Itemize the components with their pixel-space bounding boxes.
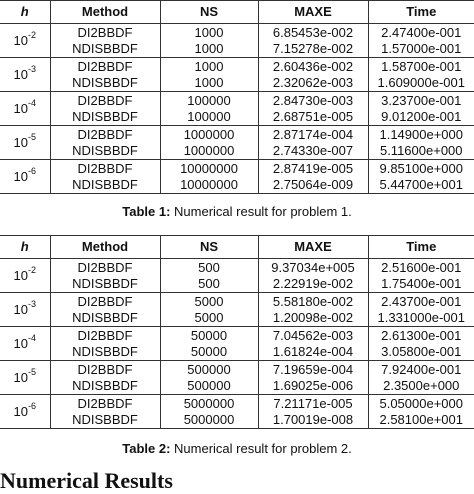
step-size-cell	[0, 327, 50, 361]
ns-value: 100000	[161, 109, 258, 124]
column-header-h: h	[0, 1, 50, 24]
step-size-cell	[0, 293, 50, 327]
ns-value: 500000	[161, 362, 258, 377]
method-cell	[50, 259, 160, 293]
caption-text: Numerical result for problem 1.	[170, 204, 351, 219]
ns-value: 1000000	[161, 127, 258, 142]
ns-cell	[160, 361, 258, 395]
table-row	[0, 293, 474, 327]
maxe-cell	[258, 126, 368, 160]
time-cell	[368, 126, 474, 160]
method-name: NDISBBDF	[51, 276, 160, 291]
maxe-value: 1.69025e-006	[259, 378, 368, 393]
method-cell	[50, 24, 160, 58]
ns-value: 50000	[161, 328, 258, 343]
time-value: 2.51600e-001	[369, 260, 474, 275]
ns-cell	[160, 126, 258, 160]
method-name: DI2BBDF	[51, 127, 160, 142]
method-cell	[50, 160, 160, 194]
maxe-value: 7.04562e-003	[259, 328, 368, 343]
maxe-value: 1.20098e-002	[259, 310, 368, 325]
time-cell	[368, 160, 474, 194]
time-cell	[368, 361, 474, 395]
maxe-value: 2.32062e-003	[259, 75, 368, 90]
column-header-maxe: MAXE	[258, 236, 368, 259]
ns-value: 500	[161, 276, 258, 291]
table-row	[0, 361, 474, 395]
time-cell	[368, 327, 474, 361]
time-value: 9.85100e+000	[369, 161, 474, 176]
step-size-exponent: -6	[28, 166, 36, 176]
time-value: 3.23700e-001	[369, 93, 474, 108]
method-name: DI2BBDF	[51, 328, 160, 343]
section-heading: Numerical Results	[0, 468, 173, 494]
ns-value: 1000	[161, 25, 258, 40]
ns-value: 500	[161, 260, 258, 275]
table-row	[0, 58, 474, 92]
step-size-base: 10	[14, 370, 28, 385]
time-value: 2.47400e-001	[369, 25, 474, 40]
maxe-value: 9.37034e+005	[259, 260, 368, 275]
maxe-value: 5.58180e-002	[259, 294, 368, 309]
method-cell	[50, 58, 160, 92]
table-header-row	[0, 236, 474, 259]
column-header-method: Method	[50, 1, 160, 24]
ns-value: 5000	[161, 294, 258, 309]
ns-cell	[160, 58, 258, 92]
ns-cell	[160, 92, 258, 126]
time-value: 2.61300e-001	[369, 328, 474, 343]
ns-value: 50000	[161, 344, 258, 359]
maxe-cell	[258, 160, 368, 194]
table-row	[0, 259, 474, 293]
time-value: 2.43700e-001	[369, 294, 474, 309]
column-header-method: Method	[50, 236, 160, 259]
maxe-cell	[258, 259, 368, 293]
ns-value: 1000	[161, 41, 258, 56]
method-name: NDISBBDF	[51, 177, 160, 192]
ns-value: 1000	[161, 59, 258, 74]
step-size-base: 10	[14, 302, 28, 317]
method-name: NDISBBDF	[51, 109, 160, 124]
method-name: DI2BBDF	[51, 161, 160, 176]
method-cell	[50, 293, 160, 327]
method-name: NDISBBDF	[51, 378, 160, 393]
method-cell	[50, 361, 160, 395]
time-value: 5.05000e+000	[369, 396, 474, 411]
maxe-cell	[258, 92, 368, 126]
step-size-exponent: -3	[28, 64, 36, 74]
maxe-value: 6.85453e-002	[259, 25, 368, 40]
table-2-caption	[0, 441, 474, 456]
step-size-base: 10	[14, 336, 28, 351]
ns-value: 5000000	[161, 396, 258, 411]
step-size-base: 10	[14, 268, 28, 283]
step-size-base: 10	[14, 135, 28, 150]
time-value: 2.58100e+001	[369, 412, 474, 427]
maxe-value: 7.21171e-005	[259, 396, 368, 411]
method-cell	[50, 327, 160, 361]
time-cell	[368, 92, 474, 126]
column-header-h: h	[0, 236, 50, 259]
step-size-exponent: -4	[28, 98, 36, 108]
step-size-exponent: -4	[28, 333, 36, 343]
caption-label: Table 1:	[122, 204, 170, 219]
step-size-exponent: -2	[28, 265, 36, 275]
maxe-cell	[258, 293, 368, 327]
step-size-cell	[0, 361, 50, 395]
maxe-cell	[258, 361, 368, 395]
maxe-value: 2.22919e-002	[259, 276, 368, 291]
table-row	[0, 24, 474, 58]
step-size-cell	[0, 395, 50, 429]
results-table-2	[0, 235, 474, 429]
ns-cell	[160, 293, 258, 327]
method-name: DI2BBDF	[51, 294, 160, 309]
maxe-cell	[258, 395, 368, 429]
step-size-exponent: -3	[28, 299, 36, 309]
time-value: 1.14900e+000	[369, 127, 474, 142]
step-size-cell	[0, 160, 50, 194]
time-value: 1.57000e-001	[369, 41, 474, 56]
table-row	[0, 160, 474, 194]
table-row	[0, 126, 474, 160]
ns-value: 5000000	[161, 412, 258, 427]
time-value: 7.92400e-001	[369, 362, 474, 377]
maxe-cell	[258, 327, 368, 361]
time-value: 9.01200e-001	[369, 109, 474, 124]
ns-value: 10000000	[161, 177, 258, 192]
column-header-ns: NS	[160, 236, 258, 259]
ns-cell	[160, 160, 258, 194]
table-row	[0, 92, 474, 126]
time-value: 3.05800e-001	[369, 344, 474, 359]
method-name: DI2BBDF	[51, 59, 160, 74]
time-cell	[368, 293, 474, 327]
maxe-value: 2.74330e-007	[259, 143, 368, 158]
ns-cell	[160, 327, 258, 361]
method-name: DI2BBDF	[51, 25, 160, 40]
step-size-cell	[0, 58, 50, 92]
method-name: NDISBBDF	[51, 143, 160, 158]
step-size-exponent: -2	[28, 30, 36, 40]
step-size-exponent: -5	[28, 132, 36, 142]
time-cell	[368, 24, 474, 58]
step-size-base: 10	[14, 169, 28, 184]
time-value: 5.11600e+000	[369, 143, 474, 158]
step-size-base: 10	[14, 404, 28, 419]
method-name: NDISBBDF	[51, 412, 160, 427]
ns-cell	[160, 395, 258, 429]
step-size-cell	[0, 126, 50, 160]
maxe-value: 2.60436e-002	[259, 59, 368, 74]
step-size-base: 10	[14, 67, 28, 82]
maxe-value: 7.19659e-004	[259, 362, 368, 377]
step-size-exponent: -6	[28, 401, 36, 411]
method-cell	[50, 126, 160, 160]
step-size-base: 10	[14, 101, 28, 116]
step-size-cell	[0, 259, 50, 293]
table-header-row	[0, 1, 474, 24]
caption-label: Table 2:	[122, 441, 170, 456]
ns-value: 1000000	[161, 143, 258, 158]
ns-value: 5000	[161, 310, 258, 325]
method-name: NDISBBDF	[51, 344, 160, 359]
maxe-value: 2.84730e-003	[259, 93, 368, 108]
time-cell	[368, 395, 474, 429]
time-value: 1.58700e-001	[369, 59, 474, 74]
ns-cell	[160, 259, 258, 293]
method-name: NDISBBDF	[51, 75, 160, 90]
column-header-maxe: MAXE	[258, 1, 368, 24]
ns-value: 500000	[161, 378, 258, 393]
ns-value: 1000	[161, 75, 258, 90]
method-name: NDISBBDF	[51, 310, 160, 325]
maxe-value: 2.68751e-005	[259, 109, 368, 124]
step-size-exponent: -5	[28, 367, 36, 377]
time-value: 1.609000e-001	[369, 75, 474, 90]
step-size-cell	[0, 24, 50, 58]
maxe-cell	[258, 24, 368, 58]
maxe-value: 2.87419e-005	[259, 161, 368, 176]
step-size-base: 10	[14, 33, 28, 48]
ns-cell	[160, 24, 258, 58]
time-value: 2.3500e+000	[369, 378, 474, 393]
time-value: 1.75400e-001	[369, 276, 474, 291]
time-cell	[368, 58, 474, 92]
maxe-value: 2.75064e-009	[259, 177, 368, 192]
maxe-value: 7.15278e-002	[259, 41, 368, 56]
column-header-time: Time	[368, 1, 474, 24]
method-name: DI2BBDF	[51, 396, 160, 411]
column-header-time: Time	[368, 236, 474, 259]
method-cell	[50, 92, 160, 126]
maxe-value: 2.87174e-004	[259, 127, 368, 142]
caption-text: Numerical result for problem 2.	[170, 441, 351, 456]
table-1-caption	[0, 204, 474, 219]
maxe-cell	[258, 58, 368, 92]
method-name: NDISBBDF	[51, 41, 160, 56]
ns-value: 10000000	[161, 161, 258, 176]
time-value: 5.44700e+001	[369, 177, 474, 192]
maxe-value: 1.70019e-008	[259, 412, 368, 427]
maxe-value: 1.61824e-004	[259, 344, 368, 359]
method-name: DI2BBDF	[51, 362, 160, 377]
method-cell	[50, 395, 160, 429]
table-row	[0, 395, 474, 429]
column-header-ns: NS	[160, 1, 258, 24]
results-table-1	[0, 0, 474, 194]
ns-value: 100000	[161, 93, 258, 108]
time-value: 1.331000e-001	[369, 310, 474, 325]
step-size-cell	[0, 92, 50, 126]
method-name: DI2BBDF	[51, 93, 160, 108]
time-cell	[368, 259, 474, 293]
method-name: DI2BBDF	[51, 260, 160, 275]
table-row	[0, 327, 474, 361]
